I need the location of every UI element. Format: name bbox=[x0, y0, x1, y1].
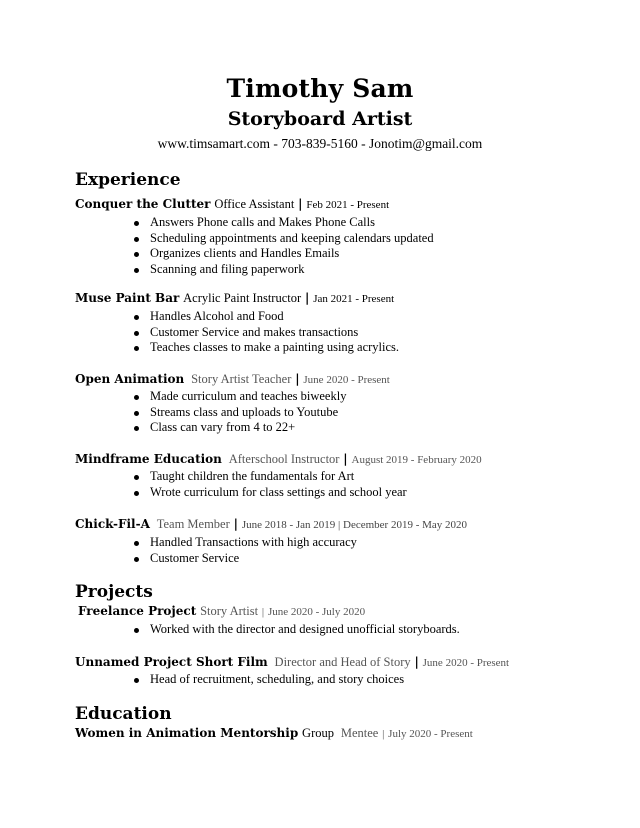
project-name: Freelance Project bbox=[78, 604, 197, 618]
list-item: Customer Service bbox=[136, 551, 357, 567]
job-role: Team Member bbox=[156, 517, 230, 531]
company-name: Mindframe Education bbox=[75, 452, 222, 466]
program-name-suffix: Group bbox=[302, 726, 334, 740]
list-item: Made curriculum and teaches biweekly bbox=[136, 389, 346, 405]
experience-heading: Experience bbox=[75, 170, 181, 190]
company-name: Chick-Fil-A bbox=[75, 517, 150, 531]
list-item: Wrote curriculum for class settings and school year bbox=[136, 485, 407, 501]
separator: | bbox=[382, 728, 385, 740]
program-role: Mentee bbox=[340, 726, 379, 740]
job-header bbox=[75, 291, 394, 306]
list-item: Streams class and uploads to Youtube bbox=[136, 405, 346, 421]
job-role: Afterschool Instructor bbox=[228, 452, 340, 466]
bullet-list bbox=[136, 622, 460, 638]
project-name: Unnamed Project Short Film bbox=[75, 655, 268, 669]
company-name: Conquer the Clutter bbox=[75, 197, 211, 211]
job-dates: June 2018 - Jan 2019 | December 2019 - May 2020 bbox=[241, 519, 468, 531]
list-item: Handled Transactions with high accuracy bbox=[136, 535, 357, 551]
program-dates: July 2020 - Present bbox=[388, 728, 473, 740]
job-role: Office Assistant bbox=[214, 197, 295, 211]
list-item: Organizes clients and Handles Emails bbox=[136, 246, 434, 262]
bullet-list bbox=[136, 389, 346, 436]
job-dates: August 2019 - February 2020 bbox=[351, 454, 482, 466]
education-heading: Education bbox=[75, 704, 172, 724]
company-name: Muse Paint Bar bbox=[75, 291, 180, 305]
bullet-list bbox=[136, 672, 404, 688]
program-name: Women in Animation Mentorship bbox=[75, 726, 299, 740]
job-dates: Feb 2021 - Present bbox=[306, 199, 390, 211]
education-header bbox=[75, 726, 473, 741]
bullet-list bbox=[136, 215, 434, 277]
candidate-role: Storyboard Artist bbox=[227, 108, 413, 130]
project-header bbox=[78, 604, 365, 619]
bullet-list bbox=[136, 309, 399, 356]
separator: | bbox=[295, 372, 300, 386]
list-item: Teaches classes to make a painting using acrylics. bbox=[136, 340, 399, 356]
list-item: Scanning and filing paperwork bbox=[136, 262, 434, 278]
project-role: Story Artist bbox=[200, 604, 259, 618]
list-item: Worked with the director and designed unofficial storyboards. bbox=[136, 622, 460, 638]
job-dates: June 2020 - Present bbox=[303, 374, 390, 386]
list-item: Customer Service and makes transactions bbox=[136, 325, 399, 341]
separator: | bbox=[414, 655, 419, 669]
separator: | bbox=[298, 197, 303, 211]
separator: | bbox=[304, 291, 310, 305]
list-item: Head of recruitment, scheduling, and story choices bbox=[136, 672, 404, 688]
contact-line: www.timsamart.com - 703-839-5160 - Jonotim@gmail.com bbox=[157, 136, 483, 151]
list-item: Answers Phone calls and Makes Phone Calls bbox=[136, 215, 434, 231]
job-dates: Jan 2021 - Present bbox=[313, 293, 395, 305]
project-header bbox=[75, 655, 509, 670]
list-item: Taught children the fundamentals for Art bbox=[136, 469, 407, 485]
candidate-name: Timothy Sam bbox=[226, 74, 414, 103]
job-header bbox=[75, 517, 467, 532]
list-item: Handles Alcohol and Food bbox=[136, 309, 399, 325]
project-dates: June 2020 - Present bbox=[422, 657, 510, 669]
projects-heading: Projects bbox=[75, 582, 153, 602]
job-header bbox=[75, 197, 389, 212]
job-role: Acrylic Paint Instructor bbox=[183, 291, 302, 305]
separator: | bbox=[233, 517, 238, 531]
separator: | bbox=[343, 452, 348, 466]
separator: | bbox=[261, 606, 265, 618]
job-header bbox=[75, 452, 482, 467]
bullet-list bbox=[136, 535, 357, 566]
list-item: Class can vary from 4 to 22+ bbox=[136, 420, 346, 436]
bullet-list bbox=[136, 469, 407, 500]
project-role: Director and Head of Story bbox=[274, 655, 411, 669]
job-header bbox=[75, 372, 390, 387]
project-dates: June 2020 - July 2020 bbox=[267, 606, 366, 618]
company-name: Open Animation bbox=[75, 372, 185, 386]
job-role: Story Artist Teacher bbox=[191, 372, 292, 386]
list-item: Scheduling appointments and keeping calendars updated bbox=[136, 231, 434, 247]
